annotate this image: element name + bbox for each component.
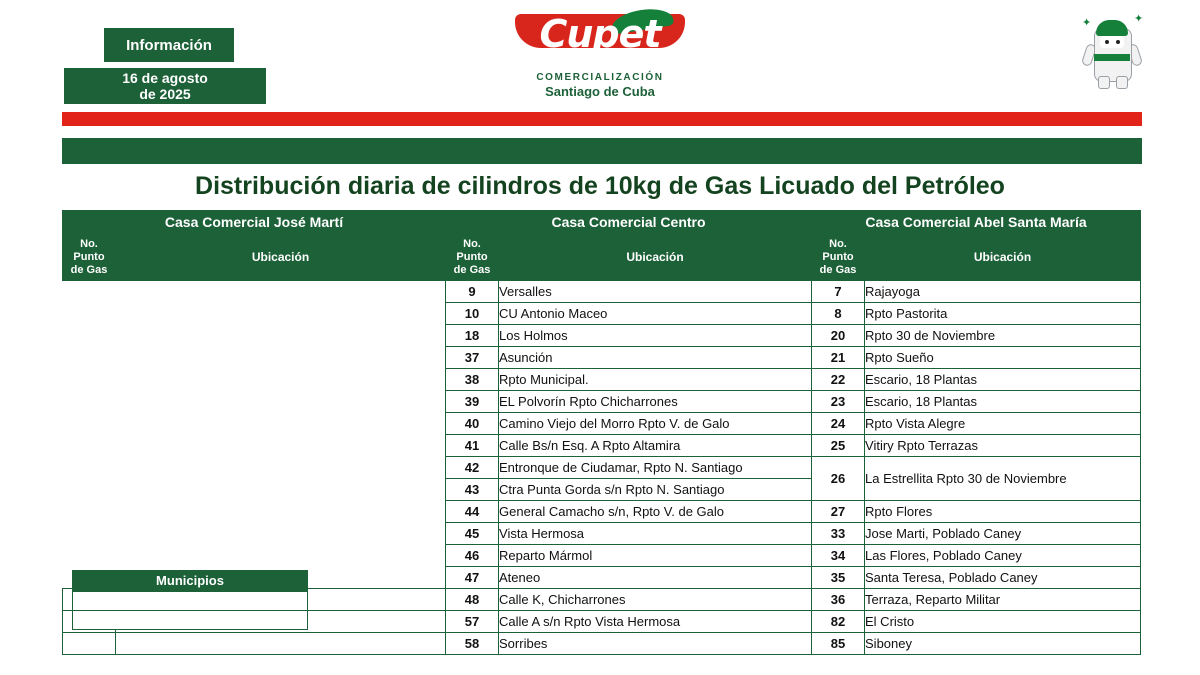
cell-no: 25: [812, 435, 865, 457]
red-divider-bar: [62, 112, 1142, 126]
mascot-belt: [1094, 54, 1130, 61]
col-header-no-3-l1: No.: [829, 237, 847, 250]
logo-subtitle-1: COMERCIALIZACIÓN: [536, 72, 664, 83]
cell-ubicacion: Ctra Punta Gorda s/n Rpto N. Santiago: [499, 479, 812, 501]
empty-cell-no-1: [63, 545, 116, 567]
col-header-no-2: [446, 234, 499, 281]
cell-ubicacion: Siboney: [865, 633, 1141, 655]
empty-cell-ubicacion-1: [116, 347, 446, 369]
empty-cell-ubicacion-1: [116, 457, 446, 479]
municipios-row: [72, 611, 308, 630]
cell-ubicacion: Rpto Municipal.: [499, 369, 812, 391]
mascot-cap: [1096, 20, 1128, 36]
empty-cell-no-1: [63, 479, 116, 501]
cell-no: 20: [812, 325, 865, 347]
cell-ubicacion: Calle A s/n Rpto Vista Hermosa: [499, 611, 812, 633]
cell-no: 58: [446, 633, 499, 655]
cell-no: 47: [446, 567, 499, 589]
mascot-leg-left: [1098, 76, 1110, 89]
empty-cell-ubicacion-1: [116, 325, 446, 347]
mascot-eye-left: [1105, 40, 1109, 44]
col-header-no-1-l3: de Gas: [70, 263, 108, 276]
cell-no: 39: [446, 391, 499, 413]
cell-no: 18: [446, 325, 499, 347]
cupet-logo: [480, 14, 720, 99]
empty-cell-ubicacion-1: [116, 501, 446, 523]
cell-no: 85: [812, 633, 865, 655]
table-row: [63, 391, 1141, 413]
date-line-2: de 2025: [139, 86, 191, 102]
cell-ubicacion: Escario, 18 Plantas: [865, 369, 1141, 391]
cell-ubicacion: Rpto 30 de Noviembre: [865, 325, 1141, 347]
empty-cell-no-1: [63, 457, 116, 479]
cell-no: 27: [812, 501, 865, 523]
empty-cell-no-1: [63, 523, 116, 545]
table-row: [63, 501, 1141, 523]
info-badge: Información: [104, 28, 234, 62]
date-badge: [64, 68, 266, 104]
cell-ubicacion: Vista Hermosa: [499, 523, 812, 545]
table-row: [63, 523, 1141, 545]
col-header-no-2-l1: No.: [463, 237, 481, 250]
empty-cell-ubicacion-1: [116, 523, 446, 545]
cell-ubicacion: Las Flores, Poblado Caney: [865, 545, 1141, 567]
cell-no: 36: [812, 589, 865, 611]
spark-icon-right: ✦: [1134, 13, 1144, 25]
gas-cylinder-mascot-icon: [1084, 14, 1142, 88]
green-divider-bar: [62, 138, 1142, 164]
logo-wordmark: Cupet: [539, 12, 661, 56]
cell-ubicacion: Jose Marti, Poblado Caney: [865, 523, 1141, 545]
cell-ubicacion: Reparto Mármol: [499, 545, 812, 567]
table-row: [63, 369, 1141, 391]
table-row: [63, 325, 1141, 347]
empty-cell-no-1: [63, 369, 116, 391]
col-header-no-3-l2: Punto: [822, 250, 854, 263]
col-header-ubicacion-1: Ubicación: [116, 234, 446, 281]
cell-ubicacion: Rpto Sueño: [865, 347, 1141, 369]
cell-no: 26: [812, 457, 865, 501]
cell-no: 57: [446, 611, 499, 633]
cell-ubicacion: Rpto Vista Alegre: [865, 413, 1141, 435]
cell-no: 45: [446, 523, 499, 545]
cell-ubicacion: Rpto Flores: [865, 501, 1141, 523]
cell-no: 38: [446, 369, 499, 391]
section-header-centro: Casa Comercial Centro: [446, 211, 812, 234]
page-title: Distribución diaria de cilindros de 10kg de Gas Licuado del Petróleo: [195, 172, 1005, 200]
col-header-no-1-l2: Punto: [73, 250, 105, 263]
empty-cell-no-1: [63, 347, 116, 369]
cell-ubicacion: Los Holmos: [499, 325, 812, 347]
empty-cell-ubicacion-1: [116, 413, 446, 435]
cell-no: 42: [446, 457, 499, 479]
table-column-header-row: [63, 234, 1141, 281]
table-row: [63, 413, 1141, 435]
col-header-ubicacion-3: Ubicación: [865, 234, 1141, 281]
empty-cell-ubicacion-1: [116, 391, 446, 413]
col-header-no-2-l2: Punto: [456, 250, 488, 263]
cell-ubicacion: General Camacho s/n, Rpto V. de Galo: [499, 501, 812, 523]
page-header: [0, 0, 1200, 108]
col-header-no-3: [812, 234, 865, 281]
cell-ubicacion: Calle Bs/n Esq. A Rpto Altamira: [499, 435, 812, 457]
cell-ubicacion: Calle K, Chicharrones: [499, 589, 812, 611]
date-line-1: 16 de agosto: [122, 70, 208, 86]
cupet-logo-mark: [515, 14, 685, 70]
cell-ubicacion: Entronque de Ciudamar, Rpto N. Santiago: [499, 457, 812, 479]
cell-no: 43: [446, 479, 499, 501]
table-row: [63, 435, 1141, 457]
cell-no: 21: [812, 347, 865, 369]
cell-no: 35: [812, 567, 865, 589]
cell-no: 8: [812, 303, 865, 325]
cell-no: 46: [446, 545, 499, 567]
col-header-no-3-l3: de Gas: [819, 263, 857, 276]
municipios-row: [72, 592, 308, 611]
section-header-jose-marti: Casa Comercial José Martí: [63, 211, 446, 234]
table-row: [63, 457, 1141, 479]
table-row: [63, 303, 1141, 325]
table-row: [63, 545, 1141, 567]
cell-ubicacion: El Cristo: [865, 611, 1141, 633]
cell-ubicacion: Escario, 18 Plantas: [865, 391, 1141, 413]
cell-no: 23: [812, 391, 865, 413]
cell-no: 41: [446, 435, 499, 457]
cell-no: 22: [812, 369, 865, 391]
cell-ubicacion: Sorribes: [499, 633, 812, 655]
table-row: [63, 633, 1141, 655]
cell-no: 24: [812, 413, 865, 435]
cell-ubicacion: Versalles: [499, 281, 812, 303]
cell-ubicacion: Terraza, Reparto Militar: [865, 589, 1141, 611]
cell-no: 10: [446, 303, 499, 325]
cell-ubicacion: Rpto Pastorita: [865, 303, 1141, 325]
cell-ubicacion: La Estrellita Rpto 30 de Noviembre: [865, 457, 1141, 501]
municipios-spacer-cell-no: [63, 633, 116, 655]
empty-cell-no-1: [63, 501, 116, 523]
cell-no: 48: [446, 589, 499, 611]
cell-ubicacion: CU Antonio Maceo: [499, 303, 812, 325]
cell-no: 33: [812, 523, 865, 545]
cell-ubicacion: EL Polvorín Rpto Chicharrones: [499, 391, 812, 413]
empty-cell-no-1: [63, 391, 116, 413]
empty-cell-no-1: [63, 325, 116, 347]
spark-icon-left: ✦: [1082, 17, 1092, 29]
municipios-title: Municipios: [72, 570, 308, 592]
empty-cell-ubicacion-1: [116, 545, 446, 567]
empty-cell-ubicacion-1: [116, 369, 446, 391]
section-header-abel-santa-maria: Casa Comercial Abel Santa María: [812, 211, 1141, 234]
cell-ubicacion: Camino Viejo del Morro Rpto V. de Galo: [499, 413, 812, 435]
table-section-header-row: [63, 211, 1141, 234]
empty-cell-ubicacion-1: [116, 281, 446, 303]
mascot-eye-right: [1116, 40, 1120, 44]
cell-no: 82: [812, 611, 865, 633]
cell-ubicacion: Santa Teresa, Poblado Caney: [865, 567, 1141, 589]
empty-cell-ubicacion-1: [116, 479, 446, 501]
table-row: [63, 281, 1141, 303]
cell-no: 34: [812, 545, 865, 567]
empty-cell-ubicacion-1: [116, 435, 446, 457]
cell-no: 40: [446, 413, 499, 435]
logo-subtitle-2: Santiago de Cuba: [545, 84, 655, 99]
empty-cell-no-1: [63, 413, 116, 435]
col-header-no-2-l3: de Gas: [453, 263, 491, 276]
empty-cell-ubicacion-1: [116, 303, 446, 325]
cell-no: 44: [446, 501, 499, 523]
cell-ubicacion: Ateneo: [499, 567, 812, 589]
cell-ubicacion: Rajayoga: [865, 281, 1141, 303]
col-header-no-1: [63, 234, 116, 281]
mascot-face: [1100, 36, 1124, 48]
cell-no: 7: [812, 281, 865, 303]
cell-no: 37: [446, 347, 499, 369]
municipios-box: [72, 570, 308, 630]
col-header-no-1-l1: No.: [80, 237, 98, 250]
table-row: [63, 347, 1141, 369]
empty-cell-no-1: [63, 303, 116, 325]
empty-cell-no-1: [63, 435, 116, 457]
mascot-leg-right: [1116, 76, 1128, 89]
col-header-ubicacion-2: Ubicación: [499, 234, 812, 281]
empty-cell-no-1: [63, 281, 116, 303]
cell-ubicacion: Vitiry Rpto Terrazas: [865, 435, 1141, 457]
cell-no: 9: [446, 281, 499, 303]
cell-ubicacion: Asunción: [499, 347, 812, 369]
municipios-spacer-cell-ubicacion: [116, 633, 446, 655]
